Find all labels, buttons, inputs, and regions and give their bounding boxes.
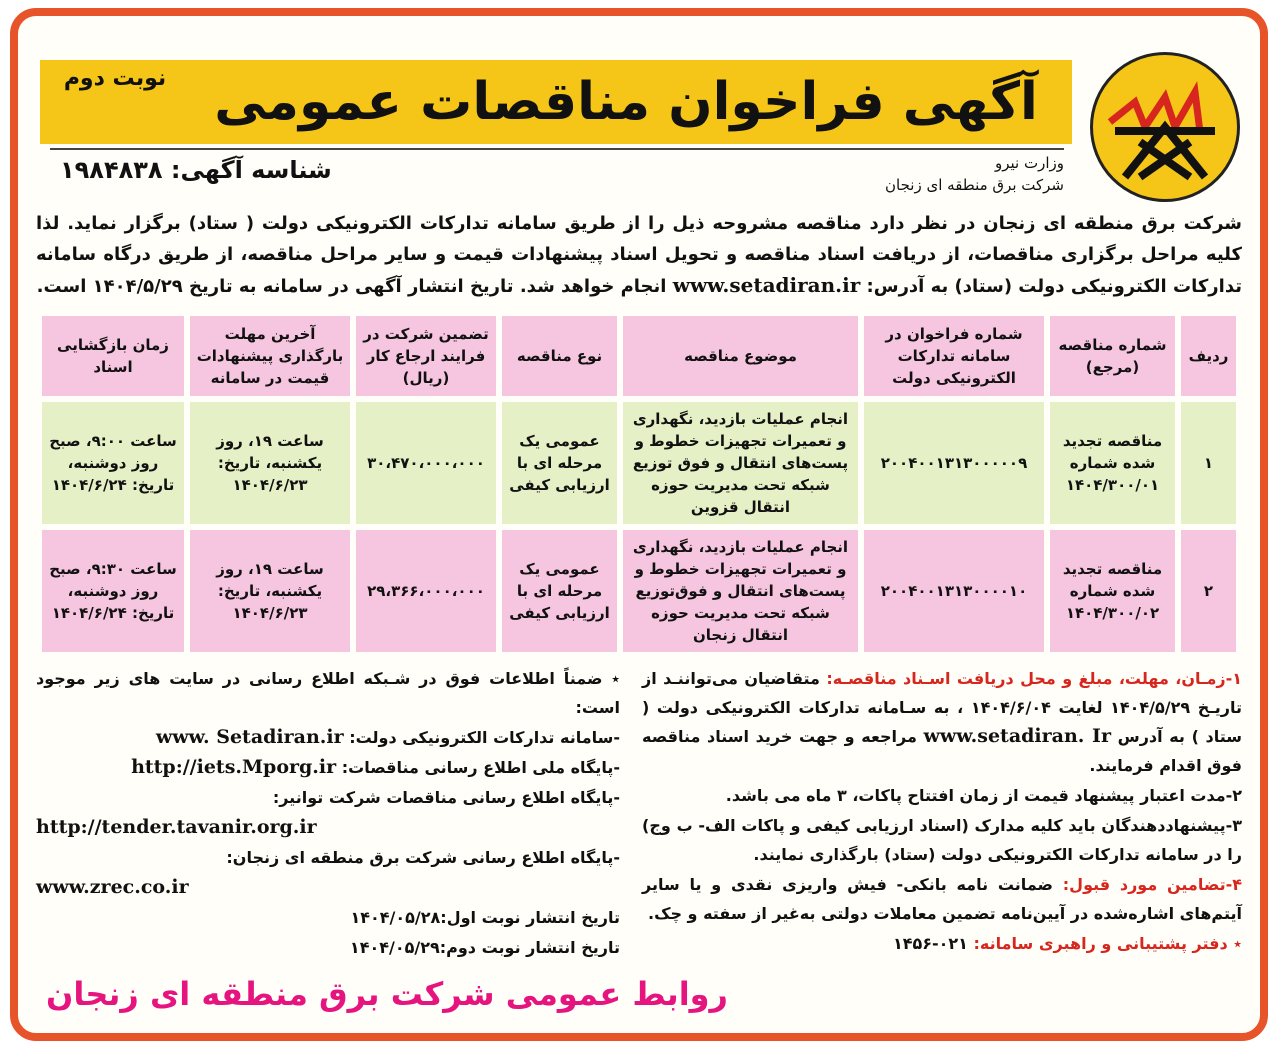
setad-link[interactable]: www.setadiran.ir bbox=[672, 273, 861, 297]
intro-paragraph bbox=[36, 208, 1242, 302]
organization bbox=[885, 152, 1064, 196]
col-header: آخرین مهلت بارگذاری پیشنهادات قیمت در سامانه bbox=[190, 316, 350, 396]
conditions-column bbox=[642, 664, 1242, 963]
cell: ۲۰۰۴۰۰۱۳۱۳۰۰۰۰۱۰ bbox=[864, 530, 1044, 652]
col-header: شماره فراخوان در سامانه تدارکات الکترونیکی دولت bbox=[864, 316, 1044, 396]
site-label: -پایگاه اطلاع رسانی شرکت برق منطقه ای زنجان: bbox=[226, 848, 620, 867]
cell: ساعت ۱۹، روز یکشنبه، تاریخ: ۱۴۰۴/۶/۲۳ bbox=[190, 530, 350, 652]
site-link[interactable]: http://tender.tavanir.org.ir bbox=[36, 816, 317, 838]
col-header: موضوع مناقصه bbox=[623, 316, 858, 396]
section-text: ۲-مدت اعتبار پیشنهاد قیمت از زمان افتتاح پاکات، ۳ ماه می باشد. bbox=[725, 786, 1242, 805]
cell: ۳۰،۴۷۰،۰۰۰،۰۰۰ bbox=[356, 402, 496, 524]
cell: انجام عملیات بازدید، نگهداری و تعمیرات تجهیزات خطوط و پست‌های انتقال و فوق‌توزیع شبکه تحت مدیریت حوزه انتقال زنجان bbox=[623, 530, 858, 652]
cell: ۱ bbox=[1181, 402, 1236, 524]
cell: ساعت ۹:۳۰، صبح روز دوشنبه، تاریخ: ۱۴۰۴/۶/۲۴ bbox=[42, 530, 184, 652]
col-header: زمان بازگشایی اسناد bbox=[42, 316, 184, 396]
site-label: -پایگاه اطلاع رسانی مناقصات شرکت توانیر: bbox=[272, 788, 620, 807]
site-link[interactable]: www.zrec.co.ir bbox=[36, 876, 189, 898]
col-header: تضمین شرکت در فرایند ارجاع کار (ریال) bbox=[356, 316, 496, 396]
round-label: نوبت دوم bbox=[63, 66, 167, 91]
site-link[interactable]: www. Setadiran.ir bbox=[155, 726, 344, 748]
cell: ساعت ۹:۰۰، صبح روز دوشنبه، تاریخ: ۱۴۰۴/۶/۲۴ bbox=[42, 402, 184, 524]
cell: انجام عملیات بازدید، نگهداری و تعمیرات تجهیزات خطوط و پست‌های انتقال و فوق توزیع شبکه تحت مدیریت حوزه انتقال قزوین bbox=[623, 402, 858, 524]
page-title: آگهی فراخوان مناقصات عمومی bbox=[214, 72, 1038, 132]
section-heading: ۴-تضامین مورد قبول: bbox=[1062, 875, 1243, 894]
websites-column bbox=[36, 664, 620, 963]
ministry: وزارت نیرو bbox=[994, 154, 1064, 172]
footer-signature: روابط عمومی شرکت برق منطقه ای زنجان bbox=[46, 975, 728, 1013]
cell: ۲۰۰۴۰۰۱۳۱۳۰۰۰۰۰۹ bbox=[864, 402, 1044, 524]
publish-date-1: تاریخ انتشار نوبت اول:۱۴۰۴/۰۵/۲۸ bbox=[350, 908, 620, 927]
title-band bbox=[40, 60, 1072, 144]
tender-table bbox=[36, 310, 1242, 658]
ad-frame bbox=[10, 8, 1268, 1041]
divider bbox=[50, 148, 1064, 150]
support-phone: ۰۲۱-۱۴۵۶ bbox=[892, 934, 968, 953]
section-text: ۳-پیشنهاددهندگان باید کلیه مدارک (اسناد ارزیابی کیفی و پاکات الف- ب وج) را در سامانه تدارکات الکترونیکی دولت (ستاد) بارگذاری نمایند. bbox=[642, 816, 1242, 864]
col-header: شماره مناقصه (مرجع) bbox=[1050, 316, 1175, 396]
site-label: -سامانه تدارکات الکترونیکی دولت: bbox=[349, 728, 620, 747]
cell: ۲ bbox=[1181, 530, 1236, 652]
cell: مناقصه تجدید شده شماره ۱۴۰۴/۳۰۰/۰۲ bbox=[1050, 530, 1175, 652]
ad-id: شناسه آگهی: ۱۹۸۴۸۳۸ bbox=[60, 156, 332, 184]
section-text: ضمانت نامه بانکی- فیش واریزی نقدی و یا سایر آیتم‌های اشاره‌شده در آیین‌نامه تضمین معاملات دولتی به‌غیر از سفته و چک. bbox=[642, 875, 1242, 923]
intro-text: شرکت برق منطقه ای زنجان در نظر دارد مناقصه مشروحه ذیل را از طریق سامانه تدارکات الکترونیکی دولت ( ستاد) برگزار نماید. لذا کلیه مراحل برگزاری مناقصات، از دریافت اسناد مناقصه و تحویل اسناد پیشنهادات قیمت و سایر مراحل مناقصه، از طریق درگاه سامانه تدارکات الکترونیکی دولت (ستاد) به آدرس: bbox=[36, 213, 1242, 297]
ad-header bbox=[36, 16, 1242, 202]
cell: ۲۹،۳۶۶،۰۰۰،۰۰۰ bbox=[356, 530, 496, 652]
col-header: ردیف bbox=[1181, 316, 1236, 396]
company-name: شرکت برق منطقه ای زنجان bbox=[885, 176, 1064, 194]
publish-date-2: تاریخ انتشار نوبت دوم:۱۴۰۴/۰۵/۲۹ bbox=[349, 938, 620, 957]
col-header: نوع مناقصه bbox=[502, 316, 617, 396]
section-text: مراجعه و جهت خرید اسناد مناقصه فوق اقدام فرمایند. bbox=[642, 727, 1242, 775]
site-label: -پایگاه ملی اطلاع رسانی مناقصات: bbox=[341, 758, 620, 777]
table-row bbox=[42, 402, 1236, 524]
cell: عمومی یک مرحله ای با ارزیابی کیفی bbox=[502, 402, 617, 524]
websites-intro: ٭ ضمناً اطلاعات فوق در شـبکه اطلاع رسانی در سایت های زیر موجود است: bbox=[36, 669, 620, 717]
cell: عمومی یک مرحله ای با ارزیابی کیفی bbox=[502, 530, 617, 652]
cell: مناقصه تجدید شده شماره ۱۴۰۴/۳۰۰/۰۱ bbox=[1050, 402, 1175, 524]
site-link[interactable]: http://iets.Mporg.ir bbox=[131, 756, 337, 778]
intro-text-2: انجام خواهد شد. تاریخ انتشار آگهی در سامانه به تاریخ ۱۴۰۴/۵/۲۹ است. bbox=[36, 276, 667, 297]
company-logo bbox=[1090, 52, 1240, 202]
section-text: متقاضیان می‌تواننـد از تاریـخ ۱۴۰۴/۵/۲۹ لغایت ۱۴۰۴/۶/۰۴ ، به سـامانه تدارکات الکترونیکی دولت ( ستاد ) به آدرس bbox=[642, 669, 1242, 746]
lower-columns bbox=[36, 664, 1242, 963]
section-heading: ٭ دفتر پشتیبانی و راهبری سامانه: bbox=[973, 934, 1242, 953]
section-heading: ۱-زمـان، مهلت، مبلغ و محل دریافت اسـناد مناقصـه: bbox=[826, 669, 1242, 688]
table-header bbox=[42, 316, 1236, 396]
setad-link-2[interactable]: www.setadiran. Ir bbox=[923, 725, 1111, 747]
cell: ساعت ۱۹، روز یکشنبه، تاریخ: ۱۴۰۴/۶/۲۳ bbox=[190, 402, 350, 524]
table-row bbox=[42, 530, 1236, 652]
